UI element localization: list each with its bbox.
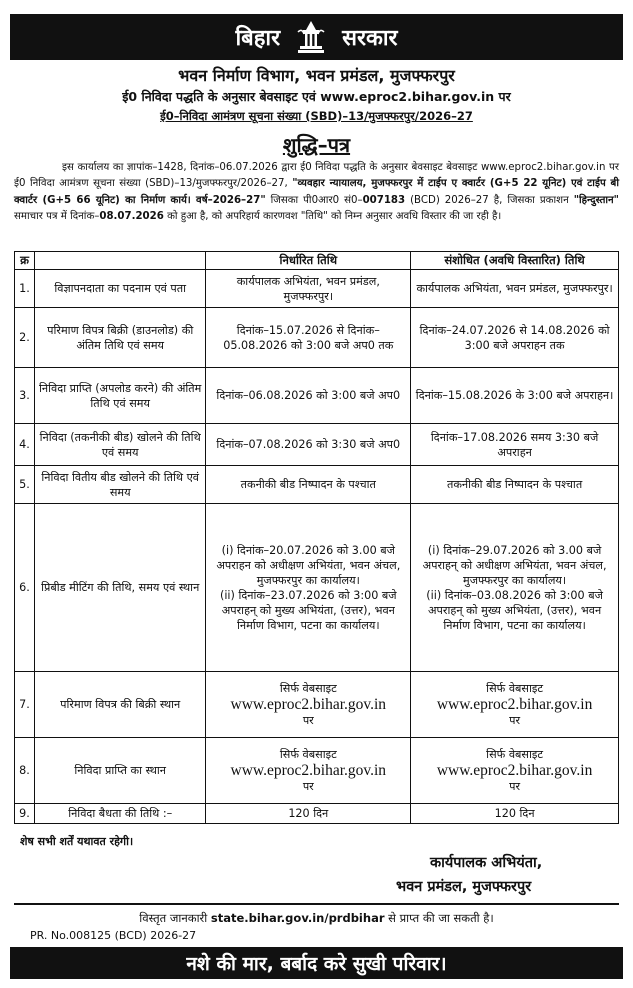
more-info-line: विस्तृत जानकारी state.bihar.gov.in/prdbihar से प्राप्त की जा सकती है।	[139, 911, 494, 925]
row-item: निविदा प्राप्ति (अपलोड करने) की अंतिम तिथि एवं समय	[34, 368, 205, 424]
department-heading: भवन निर्माण विभाग, भवन प्रमंडल, मुजफ्फरपुर	[178, 66, 455, 85]
table-row	[15, 804, 619, 824]
row-item: निविदा बैधता की तिथि :–	[34, 804, 205, 824]
row-sn: 1.	[15, 270, 35, 308]
table-row	[15, 424, 619, 466]
row-original: दिनांक–15.07.2026 से दिनांक–05.08.2026 को 3:00 बजे अप0 तक	[206, 308, 411, 368]
header-original: निर्धारित तिथि	[206, 252, 411, 270]
row-revised: सिर्फ वेबसाइट www.eproc2.bihar.gov.in पर	[411, 738, 619, 804]
row-item: परिमाण विपत्र बिक्री (डाउनलोड) की अंतिम तिथि एवं समय	[34, 308, 205, 368]
table-row	[15, 672, 619, 738]
row-sn: 6.	[15, 504, 35, 672]
prebid-revised-2: (ii) दिनांक–03.08.2026 को 3:00 बजे अपराहन् को मुख्य अभियंता, (उत्तर), भवन निर्माण विभाग, पटना का कार्यालय।	[426, 588, 603, 632]
table-row	[15, 738, 619, 804]
row-sn: 7.	[15, 672, 35, 738]
row-item: प्रिबीड मीटिंग की तिथि, समय एवं स्थान	[34, 504, 205, 672]
slogan-banner	[10, 947, 623, 979]
row-sn: 9.	[15, 804, 35, 824]
divider	[14, 903, 619, 905]
row-revised: कार्यपालक अभियंता, भवन प्रमंडल, मुजफ्फरपुर।	[411, 270, 619, 308]
table-header-row	[15, 252, 619, 270]
row-revised: तकनीकी बीड निष्पादन के पश्चात	[411, 466, 619, 504]
row-revised: सिर्फ वेबसाइट www.eproc2.bihar.gov.in पर	[411, 672, 619, 738]
row-sn: 2.	[15, 308, 35, 368]
row-item: निविदा (तकनीकी बीड) खोलने की तिथि एवं समय	[34, 424, 205, 466]
page-title: शुद्धि–पत्र	[282, 133, 351, 157]
website-link[interactable]: www.eproc2.bihar.gov.in	[230, 696, 387, 713]
slogan-text: नशे की मार, बर्बाद करे सुखी परिवार।	[186, 953, 447, 975]
pr-number: PR. No.008125 (BCD) 2026-27	[30, 929, 197, 942]
terms-note: शेष सभी शर्तें यथावत रहेगी।	[20, 835, 134, 848]
prebid-original-2: (ii) दिनांक–23.07.2026 को 3:00 बजे अपराहन् को मुख्य अभियंता, (उत्तर), भवन निर्माण विभाग, पटना का कार्यालय।	[219, 588, 397, 632]
prebid-original-1: (i) दिनांक–20.07.2026 को 3.00 बजे अपराहन को अधीक्षण अभियंता, भवन अंचल, मुजफ्फरपुर का कार्यालय।	[216, 543, 401, 587]
row-revised: दिनांक–15.08.2026 के 3:00 बजे अपराहन।	[411, 368, 619, 424]
row-original: सिर्फ वेबसाइट www.eproc2.bihar.gov.in पर	[206, 672, 411, 738]
tender-method-line: ई0 निविदा पद्धति के अनुसार बेवसाइट एवं www.eproc2.bihar.gov.in पर	[122, 89, 511, 104]
row-original: सिर्फ वेबसाइट www.eproc2.bihar.gov.in पर	[206, 738, 411, 804]
header-sn: क्र	[15, 252, 35, 270]
row-sn: 5.	[15, 466, 35, 504]
row-sn: 4.	[15, 424, 35, 466]
header-revised: संशोधित (अवधि विस्तारित) तिथि	[411, 252, 619, 270]
table-row	[15, 308, 619, 368]
banner-left-word: बिहार	[235, 26, 281, 51]
header-item	[34, 252, 205, 270]
row-sn: 8.	[15, 738, 35, 804]
table-row	[15, 270, 619, 308]
row-original: तकनीकी बीड निष्पादन के पश्चात	[206, 466, 411, 504]
website-link[interactable]: www.eproc2.bihar.gov.in	[436, 762, 593, 779]
row-original: कार्यपालक अभियंता, भवन प्रमंडल, मुजफ्फरपुर।	[206, 270, 411, 308]
row-item: निविदा प्राप्ति का स्थान	[34, 738, 205, 804]
signatory-title: कार्यपालक अभियंता,	[430, 855, 543, 871]
schedule-table	[14, 251, 619, 824]
top-banner	[10, 14, 623, 60]
row-item: विज्ञापनदाता का पदनाम एवं पता	[34, 270, 205, 308]
table-row	[15, 504, 619, 672]
website-link[interactable]: www.eproc2.bihar.gov.in	[230, 762, 387, 779]
row-original: दिनांक–06.08.2026 को 3:00 बजे अप0	[206, 368, 411, 424]
row-revised	[411, 504, 619, 672]
row-revised: दिनांक–24.07.2026 से 14.08.2026 को 3:00 बजे अपराहन तक	[411, 308, 619, 368]
prebid-revised-1: (i) दिनांक–29.07.2026 को 3.00 बजे अपराहन् को अधीक्षण अभियंता, भवन अंचल, मुजफ्फरपुर का कार्यालय।	[422, 543, 607, 587]
notice-number: ई0–निविदा आमंत्रण सूचना संख्या (SBD)–13/मुजफ्फरपुर/2026–27	[160, 109, 473, 123]
row-revised: 120 दिन	[411, 804, 619, 824]
table-row	[15, 466, 619, 504]
prd-link[interactable]: state.bihar.gov.in/prdbihar	[210, 911, 385, 925]
website-link[interactable]: www.eproc2.bihar.gov.in	[436, 696, 593, 713]
row-original: 120 दिन	[206, 804, 411, 824]
row-item: निविदा वितीय बीड खोलने की तिथि एवं समय	[34, 466, 205, 504]
signatory-office: भवन प्रमंडल, मुजफ्फरपुर	[396, 879, 532, 895]
row-original	[206, 504, 411, 672]
bihar-emblem-icon	[294, 18, 328, 56]
notice-paragraph: इस कार्यालय का ज्ञापांक–1428, दिनांक–06.07.2026 द्वारा ई0 निविदा पद्धति के अनुसार बेवसाइट बेवसाइट www.eproc2.bihar.gov.in पर ई0 निविदा आमंत्रण सूचना संख्या (SBD)–13/मुजफ्फरपुर/2026–27, "व्यवहार न्यायालय, मुजफ्फरपुर में टाईप ए क्वार्टर (G+5 22 यूनिट) एवं टाईप बी क्वार्टर (G+5 66 यूनिट) का निर्माण कार्य। वर्ष–2026–27" जिसका पी0आर0 सं0–007183 (BCD) 2026–27 है, जिसका प्रकाशन "हिन्दुस्तान" समाचार पत्र में दिनांक–08.07.2026 को हुआ है, को अपरिहार्य कारणवश "तिथि" को निम्न अनुसार अवधि विस्तार की जा रही है।	[14, 162, 619, 223]
row-sn: 3.	[15, 368, 35, 424]
row-item: परिमाण विपत्र की बिक्री स्थान	[34, 672, 205, 738]
row-original: दिनांक–07.08.2026 को 3:30 बजे अप0	[206, 424, 411, 466]
table-row	[15, 368, 619, 424]
banner-right-word: सरकार	[342, 26, 398, 51]
row-revised: दिनांक–17.08.2026 समय 3:30 बजे अपराहन	[411, 424, 619, 466]
